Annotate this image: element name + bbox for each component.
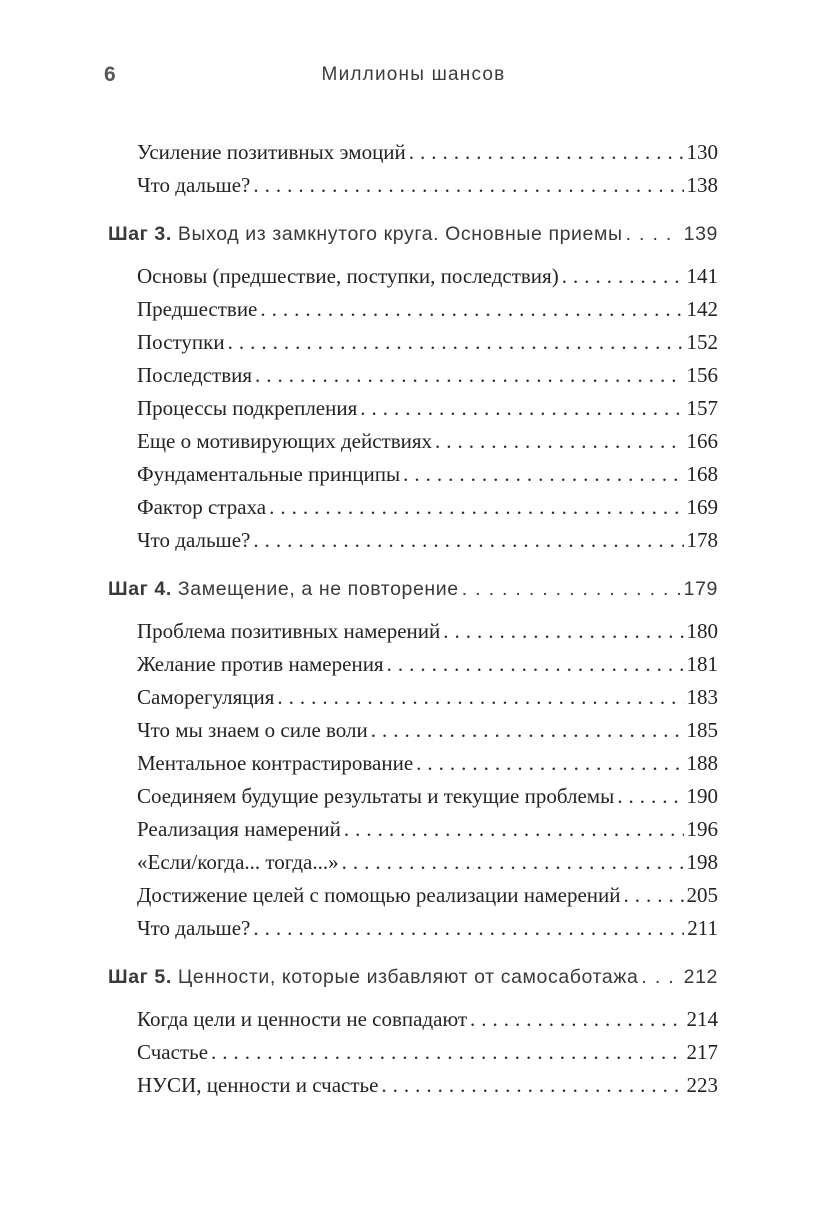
toc-entry <box>108 396 718 429</box>
toc-entry-label: Поступки <box>137 330 225 354</box>
toc-entry-page-number: 141 <box>686 264 718 288</box>
toc-entry <box>108 883 718 916</box>
toc-entry-page-number: 223 <box>686 1073 718 1097</box>
toc-entry <box>108 264 718 297</box>
toc-entry-page-number: 152 <box>686 330 718 354</box>
toc-entry-page-number: 166 <box>686 429 718 453</box>
toc-entry <box>108 363 718 396</box>
toc-entry-page-number: 157 <box>686 396 718 420</box>
dot-leader <box>381 1073 683 1098</box>
toc-entry-label: Что дальше? <box>137 173 251 197</box>
toc-entry-chapter-prefix: Шаг 4. <box>108 578 178 600</box>
dot-leader <box>253 173 683 198</box>
toc-entry-label: Что дальше? <box>137 916 251 940</box>
toc-entry-label: Реализация намерений <box>137 817 341 841</box>
toc-entry-label: Что мы знаем о силе воли <box>137 718 368 742</box>
toc-entry-label: Процессы подкрепления <box>137 396 358 420</box>
toc-entry-label: Когда цели и ценности не совпадают <box>137 1007 468 1031</box>
toc-entry-page-number: 130 <box>686 140 718 164</box>
toc-entry-label: Еще о мотивирующих действиях <box>137 429 433 453</box>
dot-leader <box>470 1007 683 1032</box>
dot-leader <box>443 619 683 644</box>
dot-leader <box>371 718 684 743</box>
toc-list <box>108 140 718 1106</box>
toc-entry-page-number: 168 <box>686 462 718 486</box>
toc-entry <box>108 462 718 495</box>
toc-entry-page-number: 211 <box>687 916 718 940</box>
dot-leader <box>562 264 684 289</box>
toc-entry-label: Последствия <box>137 363 253 387</box>
toc-entry-label: Соединяем будущие результаты и текущие проблемы <box>137 784 615 808</box>
dot-leader <box>260 297 683 322</box>
toc-entry <box>108 495 718 528</box>
toc-entry-page-number: 178 <box>686 528 718 552</box>
toc-entry <box>108 330 718 363</box>
toc-entry-label: Достижение целей с помощью реализации намерений <box>137 883 621 907</box>
toc-entry-page-number: 214 <box>686 1007 718 1031</box>
toc-entry <box>108 140 718 173</box>
toc-entry-label: Замещение, а не повторение <box>177 578 459 600</box>
toc-entry <box>108 817 718 850</box>
toc-entry-label: Проблема позитивных намерений <box>137 619 441 643</box>
toc-entry <box>108 297 718 330</box>
toc-entry-label: Ментальное контрастирование <box>137 751 414 775</box>
toc-entry-page-number: 185 <box>686 718 718 742</box>
toc-entry <box>108 173 718 206</box>
dot-leader <box>617 784 683 809</box>
dot-leader <box>253 916 684 941</box>
toc-entry <box>108 718 718 751</box>
toc-entry-label: НУСИ, ценности и счастье <box>137 1073 379 1097</box>
dot-leader <box>403 462 683 487</box>
toc-entry-label: Основы (предшествие, поступки, последствия) <box>137 264 559 288</box>
toc-entry <box>108 429 718 462</box>
toc-entry <box>108 619 718 652</box>
page-number: 6 <box>104 63 117 86</box>
toc-entry <box>108 784 718 817</box>
toc-entry-label: Желание против намерения <box>137 652 384 676</box>
dot-leader <box>360 396 683 421</box>
toc-entry-page-number: 139 <box>683 223 718 245</box>
dot-leader <box>416 751 683 776</box>
toc-entry-page-number: 181 <box>686 652 718 676</box>
toc-entry <box>108 685 718 718</box>
dot-leader <box>626 223 681 246</box>
dot-leader <box>228 330 684 355</box>
toc-entry-page-number: 196 <box>686 817 718 841</box>
toc-entry-page-number: 217 <box>686 1040 718 1064</box>
toc-entry-label: Предшествие <box>137 297 258 321</box>
toc-entry <box>108 223 718 256</box>
toc-entry-page-number: 205 <box>686 883 718 907</box>
dot-leader <box>387 652 684 677</box>
toc-entry <box>108 966 718 999</box>
dot-leader <box>435 429 683 454</box>
toc-entry <box>108 528 718 561</box>
toc-entry <box>108 652 718 685</box>
toc-entry <box>108 1040 718 1073</box>
toc-entry-label: Усиление позитивных эмоций <box>137 140 406 164</box>
toc-entry-page-number: 180 <box>686 619 718 643</box>
toc-entry <box>108 578 718 611</box>
toc-entry-label: Что дальше? <box>137 528 251 552</box>
toc-entry <box>108 1007 718 1040</box>
dot-leader <box>211 1040 683 1065</box>
toc-entry-page-number: 183 <box>686 685 718 709</box>
toc-entry <box>108 850 718 883</box>
dot-leader <box>409 140 684 165</box>
dot-leader <box>624 883 684 908</box>
toc-entry-page-number: 188 <box>686 751 718 775</box>
toc-entry <box>108 916 718 949</box>
toc-entry-label: Фактор страха <box>137 495 267 519</box>
dot-leader <box>255 363 683 388</box>
toc-entry-label: Выход из замкнутого круга. Основные приемы <box>177 223 623 245</box>
toc-entry-page-number: 156 <box>686 363 718 387</box>
toc-entry-label: Счастье <box>137 1040 209 1064</box>
toc-entry <box>108 751 718 784</box>
toc-entry-label: Ценности, которые избавляют от самосаботажа <box>177 966 639 988</box>
toc-entry-page-number: 212 <box>683 966 718 988</box>
toc-entry-page-number: 169 <box>686 495 718 519</box>
dot-leader <box>269 495 683 520</box>
dot-leader <box>462 578 681 601</box>
toc-entry-label: Саморегуляция <box>137 685 275 709</box>
dot-leader <box>344 817 684 842</box>
dot-leader <box>641 966 680 989</box>
running-header <box>0 63 827 91</box>
toc-entry-chapter-prefix: Шаг 5. <box>108 966 178 988</box>
running-title: Миллионы шансов <box>321 64 506 85</box>
dot-leader <box>342 850 684 875</box>
toc-entry-page-number: 142 <box>686 297 718 321</box>
toc-entry-chapter-prefix: Шаг 3. <box>108 223 178 245</box>
toc-entry-page-number: 138 <box>686 173 718 197</box>
toc-entry-page-number: 190 <box>686 784 718 808</box>
toc-entry-label: «Если/когда... тогда...» <box>137 850 339 874</box>
toc-entry-page-number: 198 <box>686 850 718 874</box>
dot-leader <box>253 528 683 553</box>
toc-entry <box>108 1073 718 1106</box>
toc-entry-label: Фундаментальные принципы <box>137 462 401 486</box>
toc-entry-page-number: 179 <box>683 578 718 600</box>
dot-leader <box>277 685 683 710</box>
